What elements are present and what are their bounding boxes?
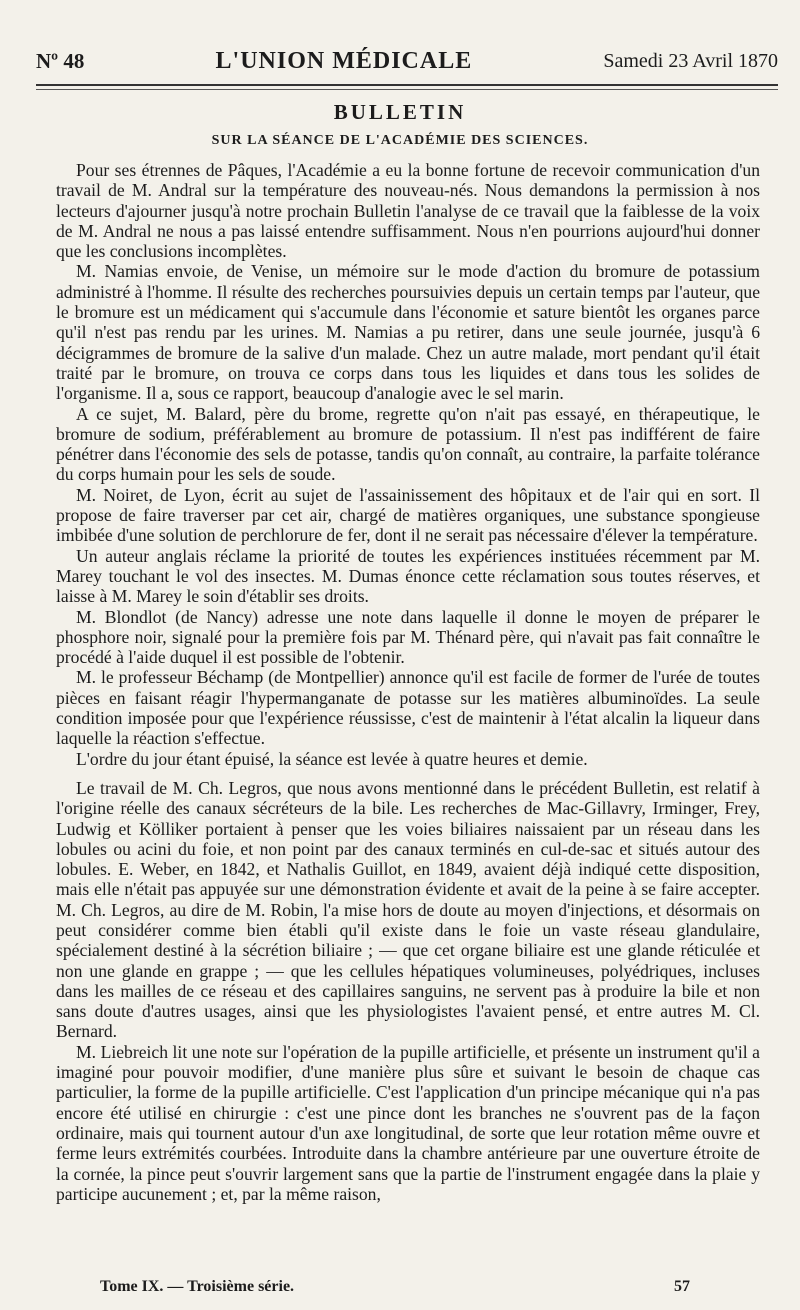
header-rule-thin [36, 89, 778, 90]
paragraph: M. Noiret, de Lyon, écrit au sujet de l'assainissement des hôpitaux et de l'air qui en sort. Il propose de faire traverser par cet air, chargé de matières organiques, une substance spongieuse imbibée d'une solution de perchlorure de fer, dont il ne serait pas nécessaire d'élever la température. [56, 484, 760, 546]
paragraph: M. Blondlot (de Nancy) adresse une note dans laquelle il donne le moyen de préparer le phosphore noir, signalé pour la première fois par M. Thénard père, qui n'avait pas fait connaître le procédé à l'aide duquel il est possible de l'obtenir. [56, 606, 760, 668]
paragraph: M. le professeur Béchamp (de Montpellier) annonce qu'il est facile de former de l'urée de toutes pièces en faisant réagir l'hypermanganate de potasse sur les matières albuminoïdes. La seule condition imposée pour que l'expérience réussisse, c'est de maintenir à l'état alcalin la liqueur dans laquelle la réaction s'effectue. [56, 667, 760, 749]
paragraph: L'ordre du jour étant épuisé, la séance est levée à quatre heures et demie. [76, 748, 588, 769]
section-title: BULLETIN [333, 100, 467, 124]
page-number: 57 [674, 1278, 690, 1295]
paragraph: Le travail de M. Ch. Legros, que nous avons mentionné dans le précédent Bulletin, est relatif à l'origine réelle des canaux sécréteurs de la bile. Les recherches de Mac-Gillavry, Irminger, Frey, Ludwig et Kölliker portaient à penser que les voies biliaires naissaient par un réseau dans les lobules ou acini du foie, et non point par des canaux terminés en cul-de-sac et situés autour des lobules. E. Weber, en 1842, et Nathalis Guillot, en 1849, avaient déjà indiqué cette disposition, mais elle n'était pas appuyée sur une démonstration évidente et avait de la peine à se faire accepter. M. Ch. Legros, au dire de M. Robin, l'a mise hors de doute au moyen d'injections, et désormais on peut considérer comme bien établi qu'il existe dans le foie un vaste réseau glandulaire, spécialement destiné à la sécrétion biliaire ; — que cet organe biliaire est une glande réticulée et non une glande en grappe ; — que les cellules hépatiques volumineuses, polyédriques, incluses dans les mailles de ce réseau et des capillaires sanguins, ne servent pas à produire la bile et non sans doute d'autres usages, ainsi que les physiologistes l'avaient pensé, et entre autres M. Cl. Bernard. [56, 777, 760, 1042]
paragraph: Un auteur anglais réclame la priorité de toutes les expériences instituées récemment par M. Marey touchant le vol des insectes. M. Dumas énonce cette réclamation sous toutes réserves, et laisse à M. Marey le soin d'établir ses droits. [56, 545, 760, 607]
paragraph: Pour ses étrennes de Pâques, l'Académie a eu la bonne fortune de recevoir communication d'un travail de M. Andral sur la température des nouveau-nés. Nous demandons la permission à nos lecteurs d'ajourner jusqu'à notre prochain Bulletin l'analyse de ce travail que la faiblesse de la voix de M. Andral ne nous a pas laissé entendre suffisamment. Nous n'en pourrions aujourd'hui donner que les conclusions incomplètes. [56, 160, 760, 262]
issue-number: Nº 48 [36, 48, 85, 73]
paragraph: A ce sujet, M. Balard, père du brome, regrette qu'on n'ait pas essayé, en thérapeutique, le bromure de sodium, préférablement au bromure de potassium. Il n'est pas indifférent de faire pénétrer dans l'économie des sels de potasse, tandis qu'on connaît, au contraire, la parfaite tolérance du corps humain pour les sels de soude. [56, 403, 760, 485]
header-rule [36, 84, 778, 86]
page-footer [100, 1278, 690, 1296]
issue-date: Samedi 23 Avril 1870 [603, 49, 778, 72]
paragraph: M. Namias envoie, de Venise, un mémoire sur le mode d'action du bromure de potassium administré à l'homme. Il résulte des recherches poursuivies depuis un certain temps par l'auteur, que le bromure est un médicament qui s'accumule dans l'économie et sature bientôt les organes parce qu'il n'est pas rendu par les urines. M. Namias a pu retirer, dans une seule journée, jusqu'à 6 décigrammes de bromure de la salive d'un malade. Chez un autre malade, mort pendant qu'il était traité par le bromure, on trouva ce corps dans tous les liquides et dans tous les solides de l'organisme. Il a, sous ce rapport, beaucoup d'analogie avec le sel marin. [56, 261, 760, 404]
journal-title: L'UNION MÉDICALE [215, 47, 473, 74]
page-header [36, 42, 778, 80]
paragraph: M. Liebreich lit une note sur l'opération de la pupille artificielle, et présente un instrument qu'il a imaginé pour pouvoir modifier, d'une manière plus sûre et suivant le besoin de chaque cas particulier, la forme de la pupille artificielle. C'est l'application d'un principe mécanique qui n'a pas encore été utilisé en chirurgie : c'est une pince dont les branches ne s'ouvrent pas de la façon ordinaire, mais qui tournent autour d'un axe longitudinal, de sorte que leur rotation même ouvre et ferme leurs extrémités courbées. Introduite dans la chambre antérieure par une ouverture étroite de la cornée, la pince peut s'ouvrir largement sans que la partie de l'instrument engagée dans la plaie y participe aucunement ; et, par la même raison, [56, 1041, 760, 1204]
section-subtitle: SUR LA SÉANCE DE L'ACADÉMIE DES SCIENCES. [211, 133, 589, 148]
volume-label: Tome IX. — Troisième série. [100, 1278, 295, 1295]
article-body [56, 160, 760, 1204]
